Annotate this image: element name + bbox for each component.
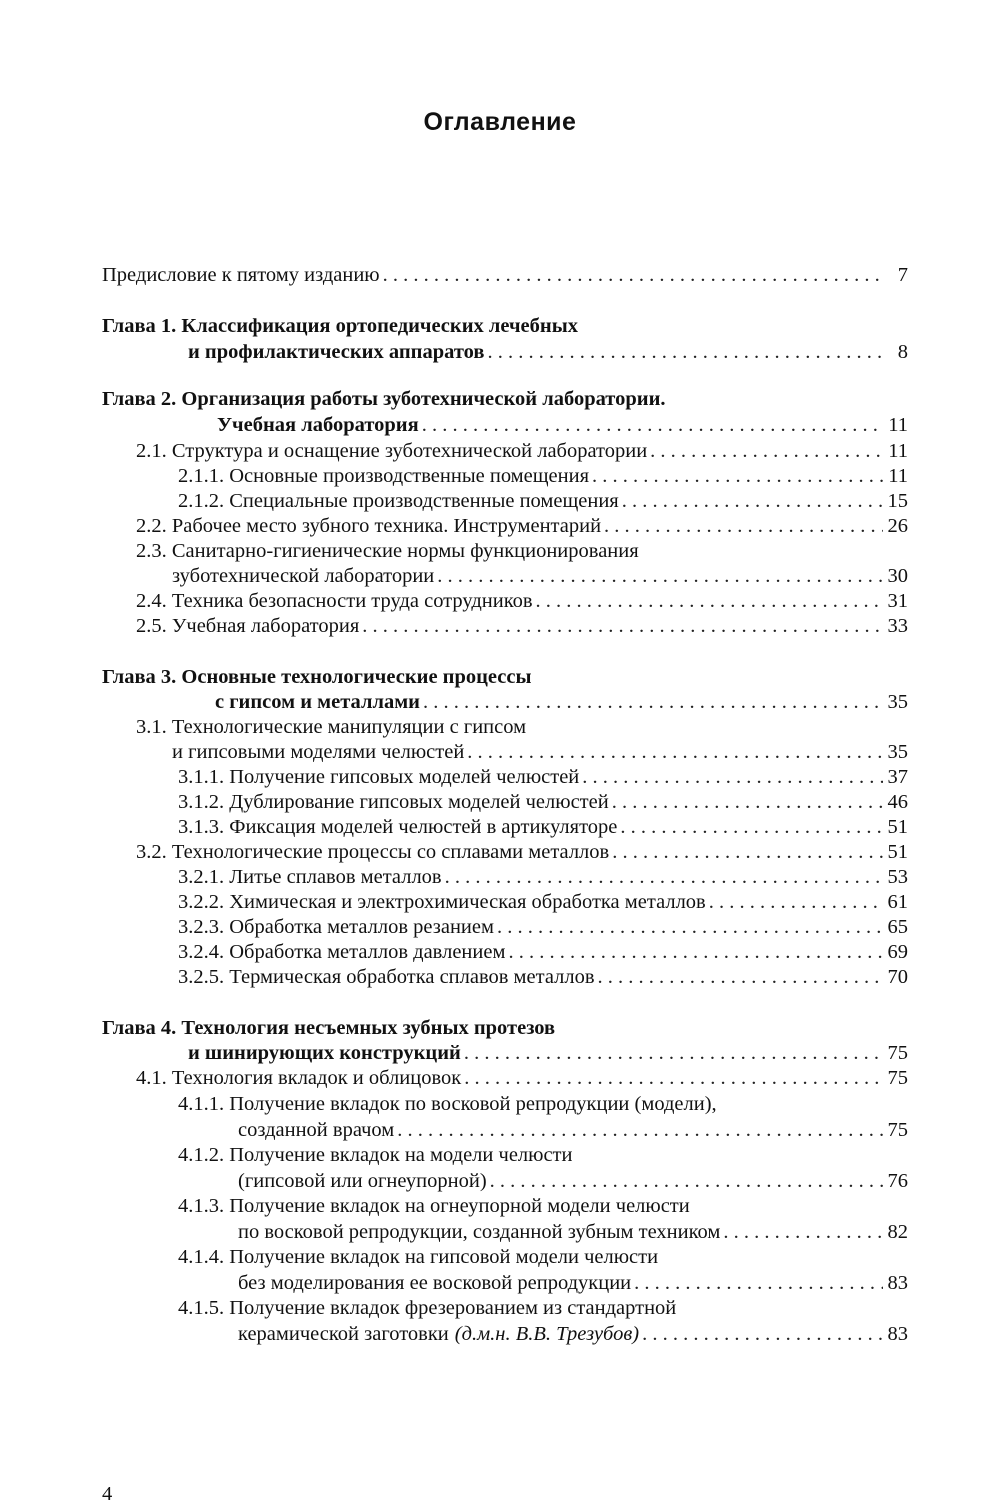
toc-entry-title: Учебная лаборатория: [217, 414, 419, 436]
toc-page-number: 35: [887, 741, 908, 763]
toc-entry-title: и профилактических аппаратов: [188, 341, 485, 363]
dot-leader: [445, 864, 883, 890]
toc-entry-chapter-1-cont[interactable]: [188, 339, 908, 365]
toc-page-number: 65: [887, 916, 908, 938]
toc-page-number: 75: [887, 1119, 908, 1141]
toc-page-number: 30: [887, 565, 908, 587]
toc-entry-chapter-4[interactable]: [102, 1015, 908, 1041]
dot-leader: [582, 764, 883, 790]
toc-entry-title: 3.1.1. Получение гипсовых моделей челюстей: [178, 766, 580, 788]
toc-entry-3-1-1[interactable]: [178, 764, 908, 790]
toc-entry-title: керамической заготовки: [238, 1323, 449, 1345]
toc-entry-4-1-1[interactable]: [178, 1091, 908, 1117]
dot-leader: [612, 789, 883, 815]
toc-entry-chapter-1[interactable]: [102, 313, 908, 339]
toc-entry-2-2[interactable]: [136, 513, 908, 539]
toc-entry-title: 2.1. Структура и оснащение зуботехнической лаборатории: [136, 440, 648, 462]
toc-entry-3-1[interactable]: [136, 714, 908, 740]
toc-page-number: 37: [887, 766, 908, 788]
toc-entry-chapter-3[interactable]: [102, 664, 908, 690]
toc-entry-2-1-1[interactable]: [178, 463, 908, 489]
toc-page-number: 69: [887, 941, 908, 963]
toc-page-number: 15: [887, 490, 908, 512]
toc-entry-2-5[interactable]: [136, 613, 908, 639]
toc-entry-3-1-3[interactable]: [178, 814, 908, 840]
dot-leader: [497, 914, 883, 940]
toc-entry-3-1-cont[interactable]: [172, 739, 908, 765]
toc-entry-title: (гипсовой или огнеупорной): [238, 1170, 487, 1192]
toc-entry-2-3-cont[interactable]: [172, 563, 908, 589]
dot-leader: [397, 1117, 883, 1143]
toc-entry-3-2[interactable]: [136, 839, 908, 865]
toc-page-number: 8: [897, 341, 908, 363]
toc-entry-title: 2.4. Техника безопасности труда сотрудников: [136, 590, 533, 612]
dot-leader: [598, 964, 883, 990]
toc-entry-title: 3.2.3. Обработка металлов резанием: [178, 916, 494, 938]
toc-entry-4-1-2-cont[interactable]: [238, 1168, 908, 1194]
toc-entry-title: Глава 3. Основные технологические процессы: [102, 666, 532, 688]
toc-page-number: 75: [887, 1042, 908, 1064]
toc-entry-4-1-2[interactable]: [178, 1142, 908, 1168]
toc-page-number: 70: [887, 966, 908, 988]
toc-entry-title: 2.1.1. Основные производственные помещения: [178, 465, 590, 487]
dot-leader: [642, 1321, 883, 1347]
toc-entry-chapter-2[interactable]: [102, 386, 908, 412]
toc-entry-3-2-3[interactable]: [178, 914, 908, 940]
toc-entry-2-1-2[interactable]: [178, 488, 908, 514]
dot-leader: [464, 1040, 883, 1066]
toc-entry-3-1-2[interactable]: [178, 789, 908, 815]
toc-entry-2-3[interactable]: [136, 538, 908, 564]
dot-leader: [362, 613, 883, 639]
toc-entry-title: и гипсовыми моделями челюстей: [172, 741, 465, 763]
toc-entry-chapter-3-cont[interactable]: [215, 689, 908, 715]
toc-entry-title: 3.2.1. Литье сплавов металлов: [178, 866, 442, 888]
dot-leader: [620, 814, 883, 840]
toc-entry-title: с гипсом и металлами: [215, 691, 420, 713]
dot-leader: [422, 412, 883, 438]
toc-entry-title: 3.2. Технологические процессы со сплавами металлов: [136, 841, 610, 863]
toc-entry-title: и шинирующих конструкций: [188, 1042, 461, 1064]
toc-page-number: 35: [887, 691, 908, 713]
toc-entry-title: 2.1.2. Специальные производственные помещения: [178, 490, 619, 512]
dot-leader: [464, 1065, 883, 1091]
toc-entry-title: созданной врачом: [238, 1119, 395, 1141]
toc-entry-4-1-3-cont[interactable]: [238, 1219, 908, 1245]
toc-entry-3-2-5[interactable]: [178, 964, 908, 990]
page-title: Оглавление: [423, 108, 577, 136]
toc-entry-4-1[interactable]: [136, 1065, 908, 1091]
dot-leader: [383, 262, 883, 288]
toc-entry-title: Глава 4. Технология несъемных зубных протезов: [102, 1017, 556, 1039]
toc-entry-title: 3.1. Технологические манипуляции с гипсом: [136, 716, 527, 738]
toc-entry-title: 2.3. Санитарно-гигиенические нормы функционирования: [136, 540, 639, 562]
toc-entry-title: Глава 2. Организация работы зуботехнической лаборатории.: [102, 388, 666, 410]
toc-page-number: 51: [887, 816, 908, 838]
toc-entry-title: Глава 1. Классификация ортопедических лечебных: [102, 315, 578, 337]
toc-page-number: 11: [888, 440, 908, 462]
toc-entry-4-1-1-cont[interactable]: [238, 1117, 908, 1143]
dot-leader: [423, 689, 883, 715]
toc-entry-title: 2.5. Учебная лаборатория: [136, 615, 360, 637]
toc-entry-title: 4.1.4. Получение вкладок на гипсовой модели челюсти: [178, 1246, 659, 1268]
toc-page-number: 31: [887, 590, 908, 612]
toc-entry-title: 3.2.2. Химическая и электрохимическая обработка металлов: [178, 891, 706, 913]
dot-leader: [536, 588, 883, 614]
toc-page-number: 61: [887, 891, 908, 913]
toc-page-number: 51: [887, 841, 908, 863]
toc-entry-title: 3.1.3. Фиксация моделей челюстей в артикуляторе: [178, 816, 618, 838]
toc-entry-author: (д.м.н. В.В. Трезубов): [454, 1323, 640, 1345]
toc-entry-3-2-1[interactable]: [178, 864, 908, 890]
toc-entry-title: зуботехнической лаборатории: [172, 565, 435, 587]
toc-page-number: 26: [887, 515, 908, 537]
dot-leader: [592, 463, 883, 489]
toc-page-number: 53: [887, 866, 908, 888]
toc-entry-title: без моделирования ее восковой репродукции: [238, 1272, 632, 1294]
dot-leader: [723, 1219, 883, 1245]
toc-entry-chapter-2-cont[interactable]: [217, 412, 908, 438]
dot-leader: [508, 939, 883, 965]
dot-leader: [622, 488, 883, 514]
dot-leader: [612, 839, 883, 865]
toc-page-number: 7: [897, 264, 908, 286]
dot-leader: [437, 563, 883, 589]
toc-page-number: 11: [888, 414, 908, 436]
toc-page-number: 33: [887, 615, 908, 637]
toc-entry-title: 3.2.5. Термическая обработка сплавов металлов: [178, 966, 595, 988]
toc-entry-title: 3.2.4. Обработка металлов давлением: [178, 941, 506, 963]
dot-leader: [467, 739, 883, 765]
toc-entry-2-4[interactable]: [136, 588, 908, 614]
toc-entry-3-2-4[interactable]: [178, 939, 908, 965]
dot-leader: [487, 339, 883, 365]
toc-page-number: 75: [887, 1067, 908, 1089]
toc-page-number: 46: [887, 791, 908, 813]
toc-entry-chapter-4-cont[interactable]: [188, 1040, 908, 1066]
toc-entry-title: Предисловие к пятому изданию: [102, 264, 380, 286]
toc-entry-4-1-5-cont[interactable]: [238, 1321, 908, 1347]
dot-leader: [490, 1168, 883, 1194]
toc-entry-3-2-2[interactable]: [178, 889, 908, 915]
toc-page-number: 83: [887, 1272, 908, 1294]
toc-entry-title: 4.1.5. Получение вкладок фрезерованием из стандартной: [178, 1297, 677, 1319]
toc-page-number: 76: [887, 1170, 908, 1192]
toc-entry-title: 4.1. Технология вкладок и облицовок: [136, 1067, 462, 1089]
toc-entry-2-1[interactable]: [136, 438, 908, 464]
toc-entry-4-1-5[interactable]: [178, 1295, 908, 1321]
toc-entry-title: 2.2. Рабочее место зубного техника. Инструментарий: [136, 515, 602, 537]
toc-entry-4-1-4[interactable]: [178, 1244, 908, 1270]
toc-entry-title: 4.1.1. Получение вкладок по восковой репродукции (модели),: [178, 1093, 717, 1115]
toc-page-number: 83: [887, 1323, 908, 1345]
toc-page-number: 11: [888, 465, 908, 487]
toc-entry-4-1-3[interactable]: [178, 1193, 908, 1219]
dot-leader: [634, 1270, 883, 1296]
toc-entry-title: по восковой репродукции, созданной зубным техником: [238, 1221, 721, 1243]
toc-entry-title: 3.1.2. Дублирование гипсовых моделей челюстей: [178, 791, 609, 813]
dot-leader: [604, 513, 883, 539]
dot-leader: [650, 438, 883, 464]
toc-entry-4-1-4-cont[interactable]: [238, 1270, 908, 1296]
page-number: 4: [102, 1483, 113, 1505]
dot-leader: [709, 889, 883, 915]
toc-page-number: 82: [887, 1221, 908, 1243]
toc-entry-title: 4.1.2. Получение вкладок на модели челюсти: [178, 1144, 573, 1166]
toc-entry-preface[interactable]: [102, 262, 908, 288]
toc-entry-title: 4.1.3. Получение вкладок на огнеупорной модели челюсти: [178, 1195, 690, 1217]
